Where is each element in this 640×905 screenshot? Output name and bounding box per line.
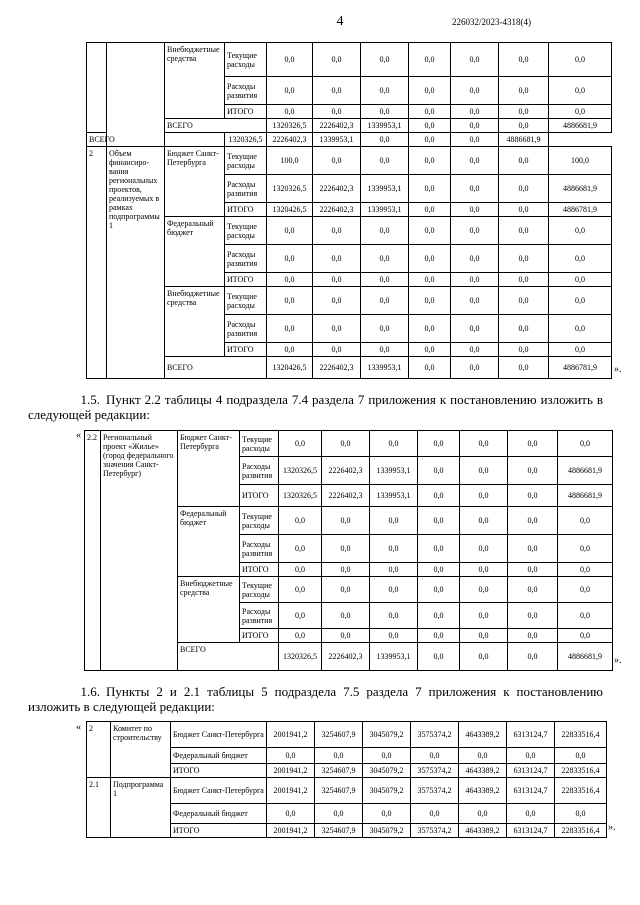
vsego-label: ВСЕГО <box>87 133 225 147</box>
table-row: Федеральный бюджет Текущие расходы 0,0 0,0 0,0 0,0 0,0 0,0 0,0 <box>85 507 613 535</box>
table-row: 2.2 Региональный проект «Жилье» (город федерального значения Санкт-Петербург) Бюджет Санкт-Петербурга Текущие расходы 0,0 0,0 0,0 0,0 0,0 0,0 0,0 <box>85 431 613 457</box>
expense-type-label: Текущие расходы <box>240 431 279 457</box>
source-label: Бюджет Санкт-Петербурга <box>171 722 267 748</box>
table-row: ИТОГО 0,0 0,0 0,0 0,0 0,0 0,0 0,0 <box>85 629 613 643</box>
source-label: Внебюджетные средства <box>165 287 225 357</box>
expense-type-label: Текущие расходы <box>225 43 267 77</box>
itogo-label: ИТОГО <box>240 485 279 507</box>
expense-type-label: Текущие расходы <box>240 577 279 603</box>
table-row: Федеральный бюджет 0,0 0,0 0,0 0,0 0,0 0,0 0,0 <box>87 748 607 764</box>
expense-type-label: Текущие расходы <box>240 507 279 535</box>
table-row: ВСЕГО 1320326,5 2226402,3 1339953,1 0,0 0,0 0,0 4886681,9 <box>87 119 612 133</box>
close-quote: ». <box>608 822 616 833</box>
table-row: ИТОГО 2001941,2 3254607,9 3045079,2 3575374,2 4643389,2 6313124,7 22833516,4 <box>87 764 607 778</box>
source-label: Федеральный бюджет <box>171 748 267 764</box>
paragraph-1-5: 1.5. Пункт 2.2 таблицы 4 подраздела 7.4 раздела 7 приложения к постановлению изложить в следующей редакции: <box>28 392 603 422</box>
table-row: 2 Комитет по строительству Бюджет Санкт-Петербурга 2001941,2 3254607,9 3045079,2 3575374,2 4643389,2 6313124,7 22833516,4 <box>87 722 607 748</box>
row-description: Региональный проект «Жилье» (город федерального значения Санкт-Петербург) <box>101 431 178 671</box>
table-row: Внебюджетные средства Текущие расходы 0,0 0,0 0,0 0,0 0,0 0,0 0,0 <box>87 287 612 315</box>
itogo-label: ИТОГО <box>240 629 279 643</box>
row-number: 2 <box>87 147 107 379</box>
expense-type-label: Текущие расходы <box>225 287 267 315</box>
row-description: Объем финансиро-вания региональных проектов, реализуемых в рамках подпрограммы 1 <box>107 147 165 379</box>
source-label: Внебюджетные средства <box>178 577 240 643</box>
table-funding-subprogram <box>86 42 612 379</box>
itogo-label: ИТОГО <box>225 203 267 217</box>
expense-type-label: Расходы развития <box>225 315 267 343</box>
row-number: 2.1 <box>87 778 111 838</box>
vsego-label: ВСЕГО <box>178 643 279 671</box>
table-row: Расходы развития 0,0 0,0 0,0 0,0 0,0 0,0 0,0 <box>87 315 612 343</box>
source-label: Бюджет Санкт-Петербурга <box>171 778 267 804</box>
table-row: Расходы развития 0,0 0,0 0,0 0,0 0,0 0,0 0,0 <box>87 245 612 273</box>
expense-type-label: Расходы развития <box>225 245 267 273</box>
row-number: 2 <box>87 722 111 778</box>
table-row: ИТОГО 0,0 0,0 0,0 0,0 0,0 0,0 0,0 <box>87 343 612 357</box>
table-row: ВСЕГО 1320326,5 2226402,3 1339953,1 0,0 0,0 0,0 4886681,9 <box>85 643 613 671</box>
table-row: 2 Объем финансиро-вания региональных проектов, реализуемых в рамках подпрограммы 1 Бюджет Санкт-Петербурга Текущие расходы 100,0 0,0 0,0 0,0 0,0 0,0 100,0 <box>87 147 612 175</box>
table-row: 2.1 Подпрограмма 1 Бюджет Санкт-Петербурга 2001941,2 3254607,9 3045079,2 3575374,2 4643389,2 6313124,7 22833516,4 <box>87 778 607 804</box>
table-row: ИТОГО 0,0 0,0 0,0 0,0 0,0 0,0 0,0 <box>87 273 612 287</box>
table-row: Расходы развития 1320326,5 2226402,3 1339953,1 0,0 0,0 0,0 4886681,9 <box>87 175 612 203</box>
close-quote: ». <box>614 655 622 666</box>
row-description: Комитет по строительству <box>111 722 171 778</box>
expense-type-label: Расходы развития <box>240 603 279 629</box>
table-row: Внебюджетные средства Текущие расходы 0,0 0,0 0,0 0,0 0,0 0,0 0,0 <box>85 577 613 603</box>
expense-type-label: Текущие расходы <box>225 147 267 175</box>
document-number: 226032/2023-4318(4) <box>452 17 531 27</box>
expense-type-label: Расходы развития <box>225 77 267 105</box>
itogo-label: ИТОГО <box>225 343 267 357</box>
table-row: Федеральный бюджет 0,0 0,0 0,0 0,0 0,0 0,0 0,0 <box>87 804 607 824</box>
row-description: Подпрограмма 1 <box>111 778 171 838</box>
open-quote: « <box>76 430 81 441</box>
table-row: ВСЕГО 1320426,5 2226402,3 1339953,1 0,0 0,0 0,0 4886781,9 <box>87 357 612 379</box>
table-row: ИТОГО 2001941,2 3254607,9 3045079,2 3575374,2 4643389,2 6313124,7 22833516,4 <box>87 824 607 838</box>
expense-type-label: Расходы развития <box>240 457 279 485</box>
source-label: Федеральный бюджет <box>171 804 267 824</box>
expense-type-label: Текущие расходы <box>225 217 267 245</box>
table-row: Внебюджетные средства Текущие расходы 0,0 0,0 0,0 0,0 0,0 0,0 0,0 <box>87 43 612 77</box>
source-label: Федеральный бюджет <box>178 507 240 577</box>
table-row: ВСЕГО 1320326,5 2226402,3 1339953,1 0,0 0,0 0,0 4886681,9 <box>87 133 612 147</box>
source-label: Бюджет Санкт-Петербурга <box>165 147 225 217</box>
paragraph-1-6: 1.6. Пункты 2 и 2.1 таблицы 5 подраздела 7.5 раздела 7 приложения к постановлению изложить в следующей редакции: <box>28 684 603 714</box>
table-row: Федеральный бюджет Текущие расходы 0,0 0,0 0,0 0,0 0,0 0,0 0,0 <box>87 217 612 245</box>
table-row: Расходы развития 0,0 0,0 0,0 0,0 0,0 0,0 0,0 <box>87 77 612 105</box>
table-row: ИТОГО 0,0 0,0 0,0 0,0 0,0 0,0 0,0 <box>85 563 613 577</box>
expense-type-label: Расходы развития <box>240 535 279 563</box>
itogo-label: ИТОГО <box>225 105 267 119</box>
expense-type-label: Расходы развития <box>225 175 267 203</box>
itogo-label: ИТОГО <box>171 764 267 778</box>
table-regional-project <box>84 430 613 671</box>
itogo-label: ИТОГО <box>171 824 267 838</box>
table-construction-committee <box>86 721 607 838</box>
source-label: Федеральный бюджет <box>165 217 225 287</box>
table-row: Расходы развития 1320326,5 2226402,3 1339953,1 0,0 0,0 0,0 4886681,9 <box>85 457 613 485</box>
table-row: Расходы развития 0,0 0,0 0,0 0,0 0,0 0,0 0,0 <box>85 535 613 563</box>
source-label: Внебюджетные средства <box>165 43 225 119</box>
source-label: Бюджет Санкт-Петербурга <box>178 431 240 507</box>
itogo-label: ИТОГО <box>225 273 267 287</box>
page-number: 4 <box>336 14 344 29</box>
open-quote: « <box>76 722 81 733</box>
table-row: ИТОГО 0,0 0,0 0,0 0,0 0,0 0,0 0,0 <box>87 105 612 119</box>
close-quote: ». <box>614 364 622 375</box>
vsego-label: ВСЕГО <box>165 357 267 379</box>
vsego-label: ВСЕГО <box>165 119 267 133</box>
table-row: Расходы развития 0,0 0,0 0,0 0,0 0,0 0,0 0,0 <box>85 603 613 629</box>
itogo-label: ИТОГО <box>240 563 279 577</box>
table-row: ИТОГО 1320326,5 2226402,3 1339953,1 0,0 0,0 0,0 4886681,9 <box>85 485 613 507</box>
row-number: 2.2 <box>85 431 101 671</box>
table-row: ИТОГО 1320426,5 2226402,3 1339953,1 0,0 0,0 0,0 4886781,9 <box>87 203 612 217</box>
